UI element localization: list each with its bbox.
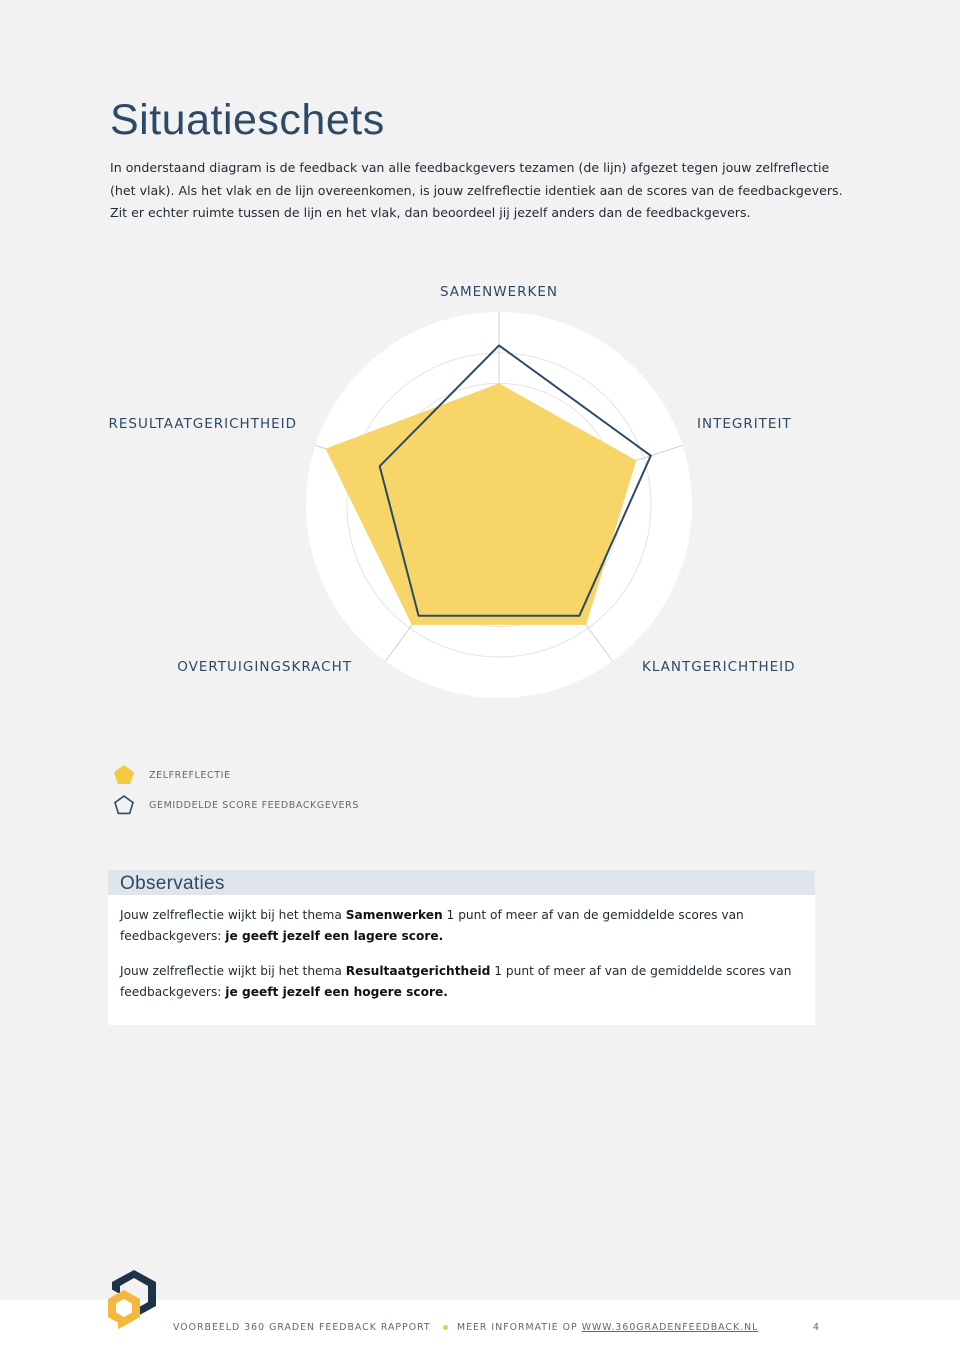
axis-label-klantgerichtheid: KLANTGERICHTHEID [642,659,796,675]
page-number: 4 [813,1322,820,1333]
observation-theme: Samenwerken [345,908,443,922]
filled-pentagon-icon [112,763,136,787]
observation-item: Jouw zelfreflectie wijkt bij het thema Resultaatgerichtheid 1 punt of meer af van de gemiddelde scores van feedbackgevers: je geeft jezelf een hogere score. [120,964,792,999]
observations-title: Observaties [108,870,815,895]
legend-label: ZELFREFLECTIE [149,769,231,781]
observation-item: Jouw zelfreflectie wijkt bij het thema Samenwerken 1 punt of meer af van de gemiddelde scores van feedbackgevers: je geeft jezelf een lagere score. [120,908,744,943]
axis-label-resultaatgerichtheid: RESULTAATGERICHTHEID [108,416,297,432]
axis-label-samenwerken: SAMENWERKEN [439,284,559,300]
observation-conclusion: je geeft jezelf een lagere score. [225,929,444,943]
footer-info: MEER INFORMATIE OP WWW.360GRADENFEEDBACK.NL [457,1322,759,1333]
page-title: Situatieschets [110,96,385,144]
footer-website-link[interactable]: WWW.360GRADENFEEDBACK.NL [581,1322,759,1333]
footer-report-title: VOORBEELD 360 GRADEN FEEDBACK RAPPORT [173,1322,431,1333]
intro-text: In onderstaand diagram is de feedback van alle feedbackgevers tezamen (de lijn) afgezet tegen jouw zelfreflectie (het vlak). Als het vlak en de lijn overeenkomen, is jouw zelfreflectie identiek aan de scores van de feedbackgevers. Zit er echter ruimte tussen de lijn en het vlak, dan beoordeel jij jezelf anders dan de feedbackgevers. [110,160,843,220]
legend-item-gemiddelde-score [112,790,359,820]
observations-panel [108,870,815,1025]
chart-legend [112,760,359,820]
observation-theme: Resultaatgerichtheid [345,964,491,978]
brand-logo-icon [100,1266,162,1334]
legend-label: GEMIDDELDE SCORE FEEDBACKGEVERS [149,799,359,811]
axis-label-overtuigingskracht: OVERTUIGINGSKRACHT [177,659,352,675]
axis-label-integriteit: INTEGRITEIT [697,416,792,432]
footer-separator-dot [443,1325,448,1330]
observation-conclusion: je geeft jezelf een hogere score. [225,985,448,999]
outline-pentagon-icon [112,793,136,817]
legend-item-zelfreflectie [112,760,359,790]
